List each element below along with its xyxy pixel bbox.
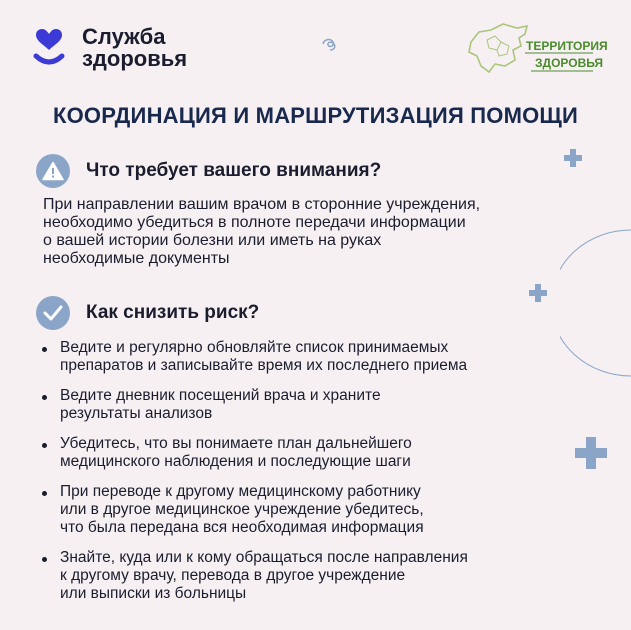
- risk-section-header: [36, 296, 259, 330]
- list-item: [40, 387, 600, 423]
- partner-logo: [465, 20, 608, 76]
- partner-line-1: ТЕРРИТОРИЯ: [526, 39, 608, 53]
- warning-icon: [42, 161, 64, 181]
- check-icon: [43, 305, 63, 321]
- list-item: [40, 549, 600, 603]
- attention-heading: Что требует вашего внимания?: [86, 160, 382, 181]
- plus-icon: [528, 283, 548, 303]
- list-item-line: что была передана вся необходимая информация: [60, 519, 424, 536]
- risk-list: [40, 339, 600, 603]
- list-item-line: Ведите дневник посещений врача и храните: [60, 387, 381, 404]
- list-item-line: Убедитесь, что вы понимаете план дальнейшего: [60, 435, 412, 452]
- partner-line-2: ЗДОРОВЬЯ: [535, 56, 604, 70]
- list-item: [40, 435, 600, 471]
- paragraph-line: При направлении вашим врачом в сторонние учреждения,: [43, 196, 481, 213]
- list-item-line: При переводе к другому медицинскому работнику: [60, 483, 421, 500]
- plus-icon: [563, 148, 583, 168]
- list-item-line: препаратов и записывайте время их последнего приема: [60, 357, 468, 374]
- heart-smile-logo-icon: [32, 28, 66, 68]
- page-title: КООРДИНАЦИЯ И МАРШРУТИЗАЦИЯ ПОМОЩИ: [52, 103, 579, 128]
- swirl-icon: [321, 36, 341, 52]
- brand-line-1: Служба: [82, 24, 166, 49]
- brand-name: [82, 26, 187, 70]
- check-icon-badge: [36, 296, 70, 330]
- paragraph-line: необходимо убедиться в полноте передачи информации: [43, 214, 466, 231]
- brand-line-2: здоровья: [82, 46, 188, 71]
- attention-paragraph: [43, 196, 603, 268]
- list-item-line: к другому врачу, перевода в другое учреждение: [60, 567, 406, 584]
- brand-logo: [32, 26, 187, 70]
- plus-icon: [574, 436, 608, 470]
- decorative-arc: [560, 228, 631, 378]
- list-item-line: Знайте, куда или к кому обращаться после направления: [60, 549, 468, 566]
- attention-section-header: [36, 154, 381, 188]
- list-item-line: или выписки из больницы: [60, 585, 247, 602]
- warning-icon-badge: [36, 154, 70, 188]
- paragraph-line: необходимые документы: [43, 250, 230, 267]
- list-item-line: медицинского наблюдения и последующие шаги: [60, 453, 411, 470]
- list-item-line: результаты анализов: [60, 405, 213, 422]
- list-item: [40, 339, 600, 375]
- paragraph-line: о вашей истории болезни или иметь на руках: [43, 232, 382, 249]
- risk-heading: Как снизить риск?: [86, 302, 260, 323]
- list-item: [40, 483, 600, 537]
- list-item-line: Ведите и регулярно обновляйте список принимаемых: [60, 339, 449, 356]
- list-item-line: или в другое медицинское учреждение убедитесь,: [60, 501, 424, 518]
